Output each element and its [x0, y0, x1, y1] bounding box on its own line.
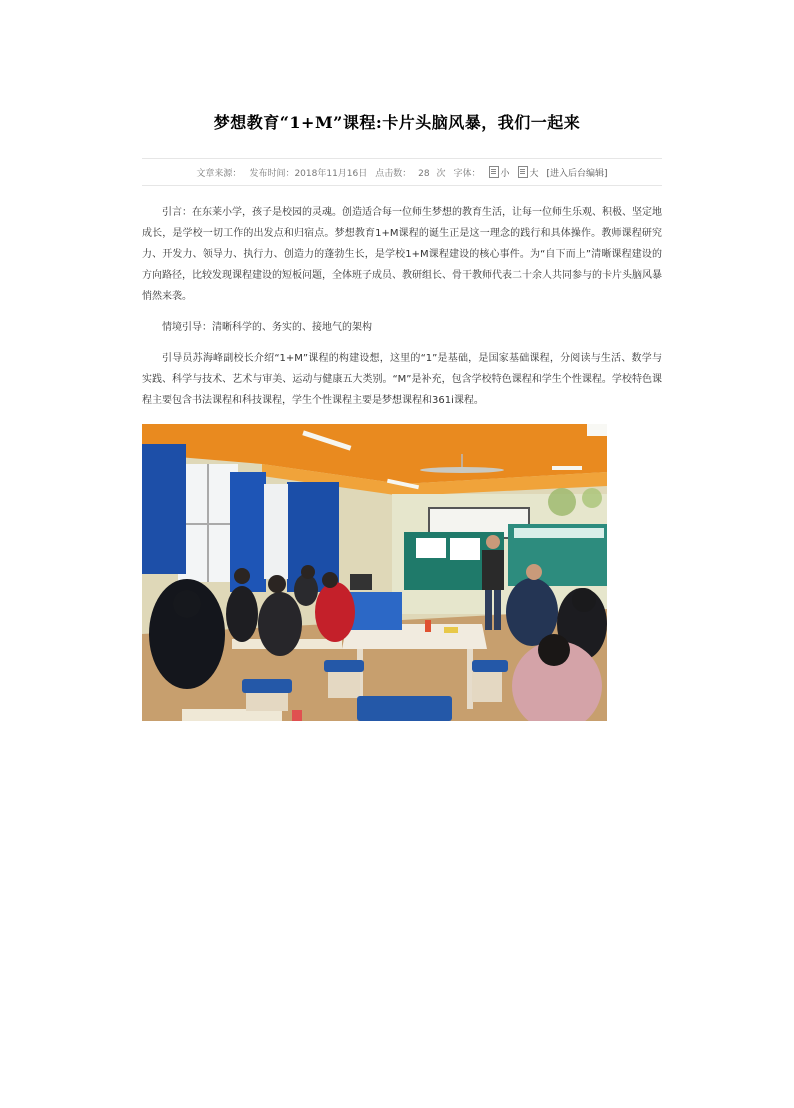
- classroom-photo-illustration: [142, 424, 607, 721]
- document-icon: [518, 166, 528, 178]
- font-small-label: 小: [500, 168, 510, 179]
- paragraph-context: 情境引导：清晰科学的、务实的、接地气的架构: [162, 322, 372, 333]
- source-label: 文章来源：: [196, 168, 242, 179]
- admin-edit-link[interactable]: [进入后台编辑]: [546, 168, 608, 179]
- click-count: [375, 166, 445, 179]
- document-icon: [489, 166, 499, 178]
- font-small-button[interactable]: [489, 166, 510, 179]
- paragraph-guide: 引导员苏海峰副校长介绍“1+M”课程的构建设想，这里的“1”是基础，是国家基础课程，分阅读与生活、数学与实践、科学与技术、艺术与审美、运动与健康五大类别。“M”是补充，包含学校特色课程和学生个性课程。学校特色课程主要包含书法课程和科技课程，学生个性课程主要是梦想课程和361i课程。: [142, 353, 662, 406]
- font-large-label: 大: [529, 168, 539, 179]
- click-count-value: 28: [418, 168, 430, 179]
- click-count-label: 点击数：: [375, 168, 412, 179]
- classroom-photo: [142, 424, 607, 721]
- click-count-unit: 次: [436, 168, 446, 179]
- font-size-label: 字体：: [453, 168, 481, 179]
- publish-date: 发布时间：2018年11月16日: [249, 168, 368, 179]
- font-large-button[interactable]: [518, 166, 539, 179]
- article-meta-bar: [142, 158, 662, 186]
- article-body: [142, 202, 662, 421]
- article-title: 梦想教育“1+M”课程:卡片头脑风暴，我们一起来: [213, 113, 581, 132]
- paragraph-intro: 引言：在东莱小学，孩子是校园的灵魂。创造适合每一位师生梦想的教育生活，让每一位师生乐观、积极、坚定地成长，是学校一切工作的出发点和归宿点。梦想教育1+M课程的诞生正是这一理念的践行和具体操作。教师课程研究力、开发力、领导力、执行力、创造力的蓬勃生长，是学校1+M课程建设的核心事件。为“自下而上”清晰课程建设的方向路径，比较发现课程建设的短板问题，全体班子成员、教研组长、骨干教师代表二十余人共同参与的卡片头脑风暴悄然来袭。: [142, 207, 662, 302]
